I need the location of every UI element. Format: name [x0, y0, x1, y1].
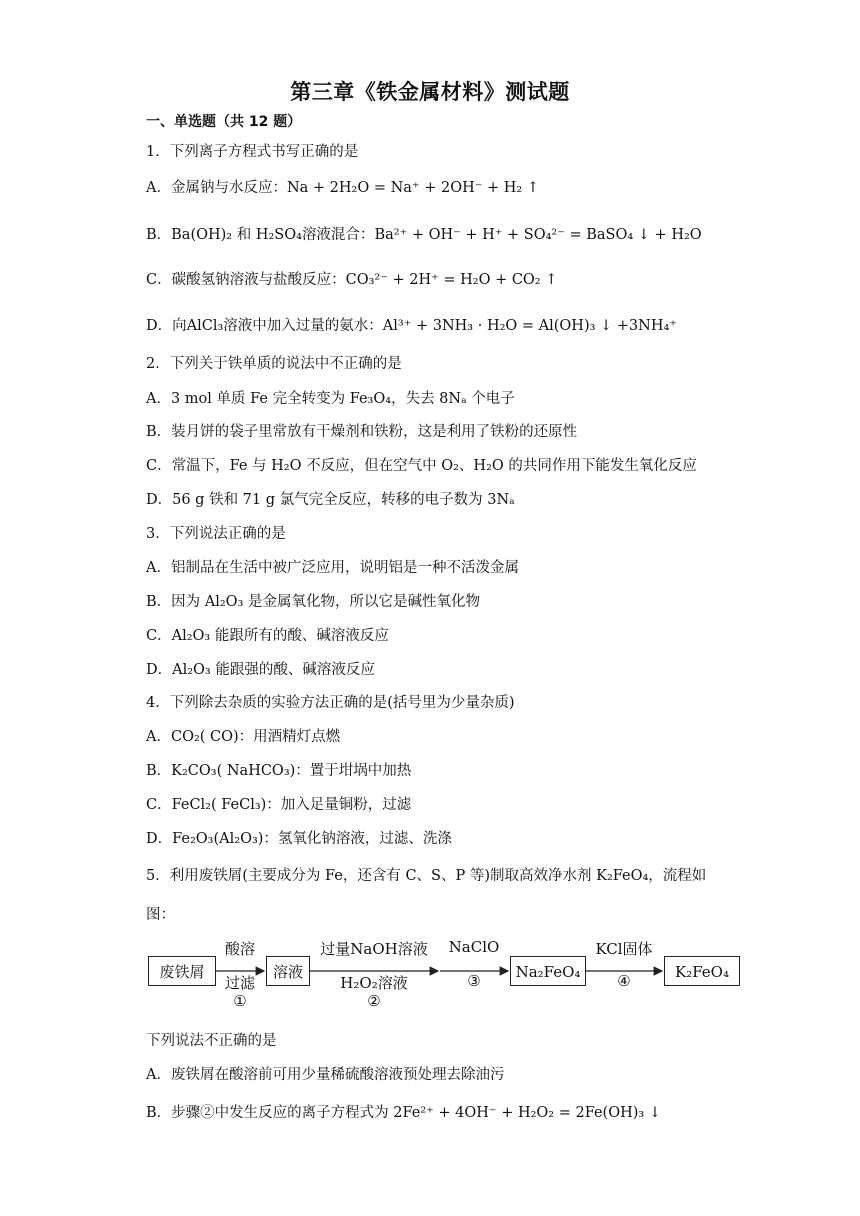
flow-step1-number: ①: [233, 992, 247, 1010]
flow-step1-bottom: 过滤: [224, 974, 255, 992]
q1-option-b-reagents: Ba(OH)₂ 和 H₂SO₄: [171, 227, 302, 243]
q1-option-d-reagent: AlCl₃: [186, 318, 224, 334]
flow-step2-top: 过量NaOH溶液: [320, 940, 428, 958]
q1-option-d-label: D．向: [146, 318, 187, 334]
q1-option-c-label: C．碳酸氢钠溶液与盐酸反应：: [146, 272, 346, 288]
q1-stem: 1．下列离子方程式书写正确的是: [146, 144, 359, 160]
flow-box-scrap-iron: 废铁屑: [148, 956, 216, 986]
q1-option-b-equation: Ba²⁺ + OH⁻ + H⁺ + SO₄²⁻ = BaSO₄ ↓ + H₂O: [374, 227, 702, 243]
flow-step4-number: ④: [617, 972, 631, 990]
q2-option-c: C．常温下，Fe 与 H₂O 不反应，但在空气中 O₂、H₂O 的共同作用下能发生氧化反应: [146, 458, 697, 474]
q5-ask: 下列说法不正确的是: [146, 1033, 277, 1049]
q4-option-d: D．Fe₂O₃(Al₂O₃)：氢氧化钠溶液，过滤、洗涤: [146, 831, 452, 847]
q4-option-c: C．FeCl₂( FeCl₃)：加入足量铜粉，过滤: [146, 797, 412, 813]
flow-step1-top: 酸溶: [224, 940, 255, 958]
q5-stem-continued: 图：: [146, 907, 175, 923]
q4-stem: 4．下列除去杂质的实验方法正确的是(括号里为少量杂质): [146, 695, 515, 711]
q3-option-c: C．Al₂O₃ 能跟所有的酸、碱溶液反应: [146, 628, 389, 644]
flow-step2-number: ②: [367, 992, 381, 1010]
q1-option-d: [146, 316, 677, 336]
q2-option-b: B．装月饼的袋子里常放有干燥剂和铁粉，这是利用了铁粉的还原性: [146, 424, 578, 440]
flow-box-na2feo4: Na₂FeO₄: [510, 956, 586, 986]
q2-option-a: A．3 mol 单质 Fe 完全转变为 Fe₃O₄，失去 8Nₐ 个电子: [146, 391, 515, 407]
q1-option-a-equation: Na + 2H₂O = Na⁺ + 2OH⁻ + H₂ ↑: [286, 180, 539, 196]
q5-option-b: B．步骤②中发生反应的离子方程式为 2Fe²⁺ + 4OH⁻ + H₂O₂ = 2Fe(OH)₃ ↓: [146, 1105, 661, 1121]
q2-stem: 2．下列关于铁单质的说法中不正确的是: [146, 356, 402, 372]
q1-option-b-text: 溶液混合：: [301, 227, 375, 243]
q4-option-b: B．K₂CO₃( NaHCO₃)：置于坩埚中加热: [146, 763, 412, 779]
q1-option-d-equation: Al³⁺ + 3NH₃ · H₂O = Al(OH)₃ ↓ +3NH₄⁺: [382, 318, 677, 334]
q5-stem: 5．利用废铁屑(主要成分为 Fe，还含有 C、S、P 等)制取高效净水剂 K₂FeO₄，流程如: [146, 868, 707, 884]
q3-option-a: A．铝制品在生活中被广泛应用，说明铝是一种不活泼金属: [146, 560, 519, 576]
q1-option-c-equation: CO₃²⁻ + 2H⁺ = H₂O + CO₂ ↑: [345, 272, 558, 288]
q3-stem: 3．下列说法正确的是: [146, 526, 286, 542]
q1-option-d-text: 溶液中加入过量的氨水：: [223, 318, 383, 334]
q3-option-b: B．因为 Al₂O₃ 是金属氧化物，所以它是碱性氧化物: [146, 594, 480, 610]
flow-step2-bottom: H₂O₂溶液: [340, 974, 408, 992]
q2-option-d: D．56 g 铁和 71 g 氯气完全反应，转移的电子数为 3Nₐ: [146, 492, 515, 508]
flow-step4-top: KCl固体: [595, 940, 653, 958]
q1-option-a-label: A．金属钠与水反应：: [146, 180, 287, 196]
q4-option-a: A．CO₂( CO)：用酒精灯点燃: [146, 729, 341, 745]
q5-option-a: A．废铁屑在酸溶前可用少量稀硫酸溶液预处理去除油污: [146, 1067, 505, 1083]
process-flowchart: [146, 938, 746, 1018]
section-heading: 一、单选题（共 12 题）: [146, 114, 302, 130]
q1-option-c: [146, 270, 557, 290]
flow-box-solution: 溶液: [266, 956, 310, 986]
q1-option-a: [146, 178, 539, 198]
q1-option-b-label: B．: [146, 227, 172, 243]
q1-option-b: [146, 225, 702, 245]
page-title: 第三章《铁金属材料》测试题: [290, 80, 570, 104]
q3-option-d: D．Al₂O₃ 能跟强的酸、碱溶液反应: [146, 662, 375, 678]
flow-box-k2feo4: K₂FeO₄: [664, 956, 740, 986]
flow-step3-top: NaClO: [448, 938, 500, 956]
flow-step3-number: ③: [467, 972, 481, 990]
